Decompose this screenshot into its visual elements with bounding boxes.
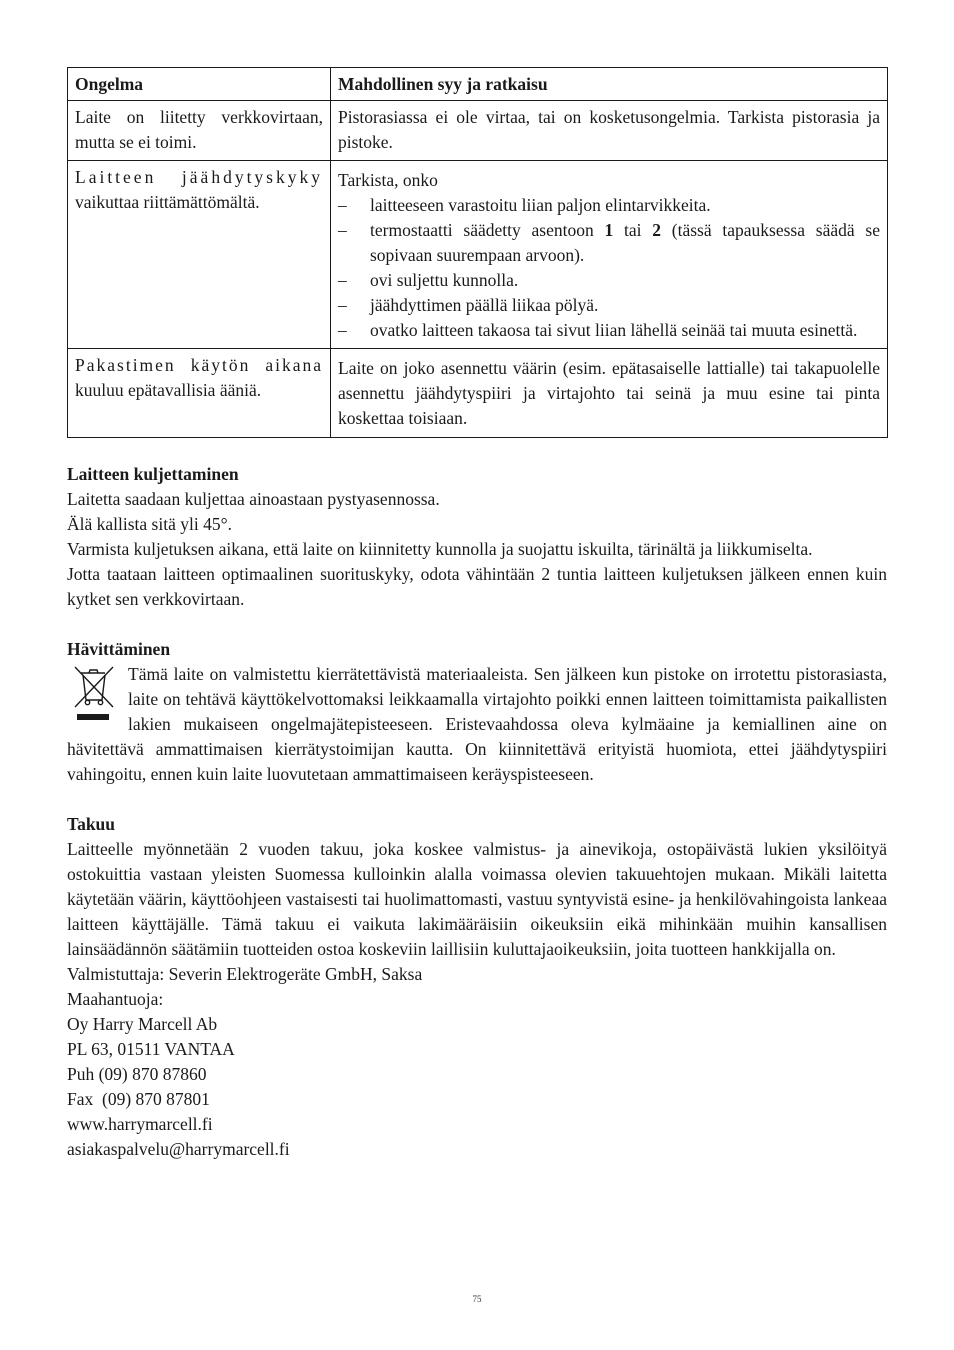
solution-cell (331, 161, 888, 349)
disposal-section (67, 637, 887, 787)
paragraph: Varmista kuljetuksen aikana, että laite on kiinnitetty kunnolla ja suojattu iskuilta, tärinältä ja liikkumiselta. (67, 539, 813, 559)
section-title: Laitteen kuljettaminen (67, 464, 239, 484)
page-content (67, 67, 887, 1162)
problem-cell (68, 161, 331, 349)
company-name: Oy Harry Marcell Ab (67, 1014, 218, 1034)
solution-cell: Pistorasiassa ei ole virtaa, tai on kosketusongelmia. Tarkista pistorasia ja pistoke. (331, 101, 888, 161)
paragraph: Laitetta saadaan kuljettaa ainoastaan pystyasennossa. (67, 489, 440, 509)
postal-address: PL 63, 01511 VANTAA (67, 1039, 235, 1059)
contact-block (67, 962, 887, 1162)
website-link[interactable]: www.harrymarcell.fi (67, 1114, 213, 1134)
problem-line: vaikuttaa riittämättömältä. (75, 192, 260, 212)
list-item: – laitteeseen varastoitu liian paljon elintarvikkeita. (338, 193, 880, 218)
check-list (338, 193, 880, 343)
list-item: – jäähdyttimen päällä liikaa pölyä. (338, 293, 880, 318)
problem-line: Laitteen jäähdytyskyky (75, 167, 323, 187)
setting-value: 2 (652, 220, 662, 240)
warranty-section (67, 812, 887, 1162)
disposal-body (67, 662, 887, 787)
paragraph: Tämä laite on valmistettu kierrätettävistä materiaaleista. Sen jälkeen kun pistoke on irrotettu pistorasiasta, laite on tehtävä käyttökelvottomaksi leikkaamalla virtajohto poikki ennen laitteen toimittamista paikallisten lakien mukaiseen ongelmajätepisteeseen. Eristevaahdossa oleva kylmäaine ja kemiallinen aine on hävitettävä ammattimaisen kierrätystoimijan kautta. On kiinnitettävä erityistä huomiota, ettei jäähdytyspiiri vahingoitu, ennen kuin laite luovutetaan ammattimaiseen keräyspisteeseen. (67, 664, 887, 784)
list-item-text: (tässä tapauksessa säädä se sopivaan suurempaan arvoon). (370, 220, 880, 265)
email-link[interactable]: asiakaspalvelu@harrymarcell.fi (67, 1139, 290, 1159)
list-item-text: tai (613, 220, 653, 240)
solution-cell: Laite on joko asennettu väärin (esim. epätasaiselle lattialle) tai takapuolelle asennettu jäähdytyspiiri ja virtajohto tai seinä ja muu esine tai pinta koskettaa toisiaan. (331, 349, 888, 438)
table-row (68, 101, 888, 161)
table-row (68, 161, 888, 349)
paragraph: Laitteelle myönnetään 2 vuoden takuu, joka koskee valmistus- ja ainevikoja, ostopäivästä lukien yksilöityä ostokuittia vastaan yleisten Suomessa kulloinkin alalla voimassa olevien takuuehtojen mukaan. Mikäli laitetta käytetään väärin, käyttöohjeen vastaisesti tai huolimattomasti, vastuu syntyvistä esine- ja henkilövahingoista lankeaa laitteen käyttäjälle. Tämä takuu ei vaikuta lakimääräisiin oikeuksiin eikä mihinkään muihin kansallisen lainsäädännön säätämiin tuotteiden ostoa koskeviin laillisiin kuluttajaoikeuksiin, joita tuotteen hankkijalla on. (67, 839, 887, 959)
troubleshooting-table (67, 67, 888, 438)
transport-section (67, 462, 887, 612)
problem-line: kuuluu epätavallisia ääniä. (75, 380, 262, 400)
paragraph: Älä kallista sitä yli 45°. (67, 514, 232, 534)
setting-value: 1 (604, 220, 614, 240)
problem-cell: Laite on liitetty verkkovirtaan, mutta se ei toimi. (68, 101, 331, 161)
list-item (338, 218, 880, 268)
section-title: Takuu (67, 814, 116, 834)
column-header-problem: Ongelma (68, 68, 331, 101)
fax-number: Fax (09) 870 87801 (67, 1089, 210, 1109)
manufacturer-line: Valmistuttaja: Severin Elektrogeräte GmbH, Saksa (67, 964, 423, 984)
table-row (68, 349, 888, 438)
list-item: – ovatko laitteen takaosa tai sivut liian lähellä seinää tai muuta esinettä. (338, 318, 880, 343)
list-item: – ovi suljettu kunnolla. (338, 268, 880, 293)
paragraph: Jotta taataan laitteen optimaalinen suorituskyky, odota vähintään 2 tuntia laitteen kuljetuksen jälkeen ennen kuin kytket sen verkkovirtaan. (67, 564, 887, 609)
list-item-text: termostaatti säädetty asentoon (370, 220, 605, 240)
column-header-solution: Mahdollinen syy ja ratkaisu (331, 68, 888, 101)
phone-number: Puh (09) 870 87860 (67, 1064, 207, 1084)
importer-label: Maahantuoja: (67, 989, 164, 1009)
solution-intro: Tarkista, onko (338, 170, 438, 190)
weee-crossed-bin-icon (71, 664, 117, 726)
problem-line: Pakastimen käytön aikana (75, 355, 323, 375)
section-title: Hävittäminen (67, 639, 171, 659)
table-header-row (68, 68, 888, 101)
problem-cell (68, 349, 331, 438)
page-number: 75 (472, 1294, 482, 1304)
